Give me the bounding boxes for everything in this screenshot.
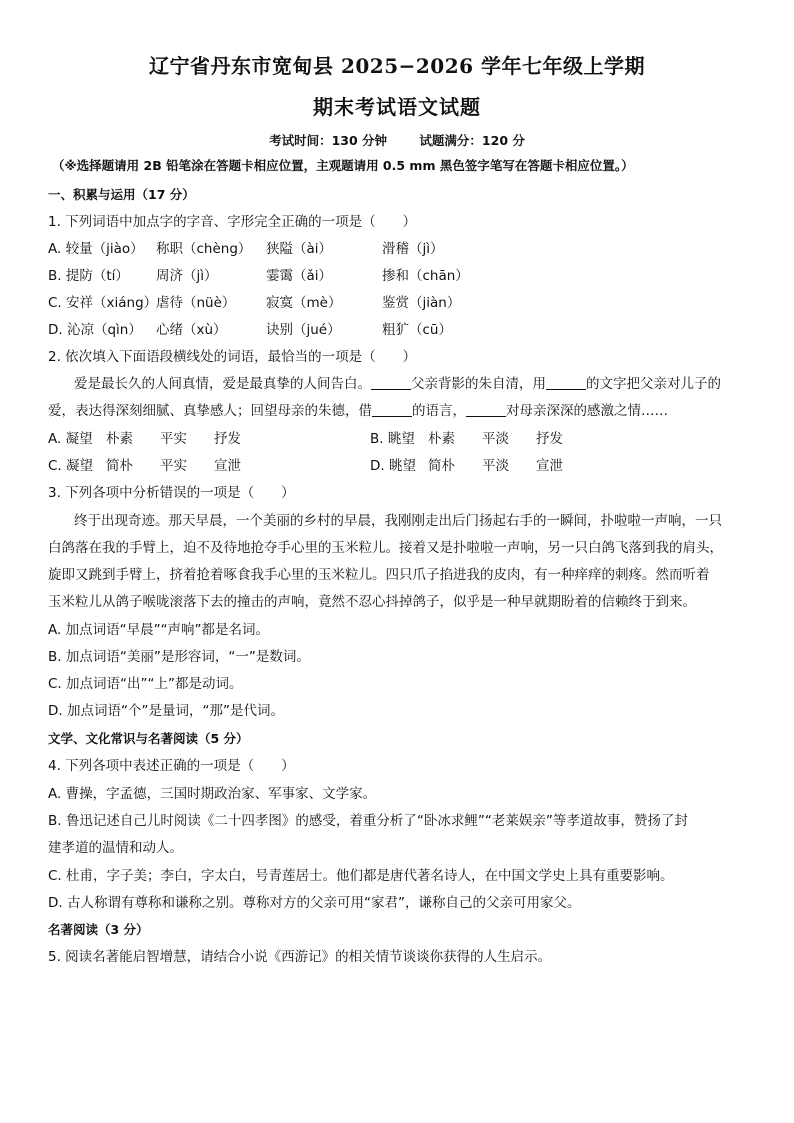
question-2-options-row-1: [48, 429, 758, 449]
question-2-option-d: [370, 456, 692, 476]
question-3-option-a: A. 加点词语“早晨”“声响”都是名词。: [48, 622, 270, 638]
question-2-stem: 2. 依次填入下面语段横线处的词语，最恰当的一项是（ ）: [48, 349, 417, 365]
question-1-option-d: [48, 320, 758, 340]
exam-score: 试题满分：120 分: [419, 133, 525, 148]
option-word: D. 眺望: [370, 458, 416, 474]
option-word: C. 凝望: [48, 458, 94, 474]
option-word: 简朴: [106, 458, 133, 474]
option-text: 掺和（chān）: [382, 268, 469, 284]
section-heading-1: 一、积累与运用（17 分）: [48, 187, 195, 202]
option-word: 简朴: [428, 458, 455, 474]
question-2-options-row-2: [48, 456, 758, 476]
option-word: 宣泄: [536, 458, 563, 474]
option-word: 抒发: [214, 431, 241, 447]
exam-instructions: （※选择题请用 2B 铅笔涂在答题卡相应位置，主观题请用 0.5 mm 黑色签字笔写在答题卡相应位置。）: [52, 158, 634, 173]
option-text: 周济（jì）: [156, 268, 218, 284]
question-3-passage-line: 玉米粒儿从鸽子喉咙滚落下去的撞击的声响，竟然不忍心抖掉鸽子，似乎是一种早就期盼着的信赖终于到来。: [48, 594, 696, 610]
option-word: 平实: [160, 431, 187, 447]
question-4-option-b: B. 鲁迅记述自己儿时阅读《二十四孝图》的感受，着重分析了“卧冰求鲤”“老莱娱亲”等孝道故事，赞扬了封: [48, 813, 688, 829]
exam-subtitle: 期末考试语文试题: [313, 95, 481, 119]
option-text: 心绪（xù）: [156, 322, 227, 338]
exam-title: 辽宁省丹东市宽甸县 2025−2026 学年七年级上学期: [148, 54, 645, 78]
option-text: 称职（chèng）: [156, 241, 252, 257]
exam-meta: [0, 131, 794, 149]
question-3-passage-line: 终于出现奇迹。那天早晨，一个美丽的乡村的早晨，我刚刚走出后门扬起右手的一瞬间，扑啦啦一声响，一只: [74, 513, 722, 529]
exam-time: 考试时间：130 分钟: [269, 133, 388, 148]
option-text: 寂寞（mè）: [266, 295, 342, 311]
fill-blank: [372, 402, 412, 417]
passage-text: 对母亲深深的感激之情……: [506, 403, 668, 419]
section-heading-3: 名著阅读（3 分）: [48, 922, 149, 937]
question-4-stem: 4. 下列各项中表述正确的一项是（ ）: [48, 758, 295, 774]
question-3-passage-line: 白鸽落在我的手臂上，迫不及待地抢夺手心里的玉米粒儿。接着又是扑啦啦一声响，另一只白鸽飞落到我的肩头，: [48, 540, 723, 556]
option-word: A. 凝望: [48, 431, 93, 447]
question-1-option-c: [48, 293, 758, 313]
question-2-passage-line-2: [48, 401, 758, 421]
passage-text: 父亲背影的朱自清，用: [411, 376, 546, 392]
passage-text: 爱，表达得深刻细腻、真挚感人；回望母亲的朱德，借: [48, 403, 372, 419]
passage-text: 爱是最长久的人间真情，爱是最真挚的人间告白。: [74, 376, 371, 392]
question-4-option-b-continued: 建孝道的温情和动人。: [48, 840, 183, 856]
option-text: 鉴赏（jiàn）: [382, 295, 461, 311]
question-3-option-c: C. 加点词语“出”“上”都是动词。: [48, 676, 243, 692]
option-word: 朴素: [428, 431, 455, 447]
option-word: 宣泄: [214, 458, 241, 474]
option-text: C. 安祥（xiáng）: [48, 295, 158, 311]
question-1-option-a: [48, 239, 758, 259]
option-text: A. 较量（jiào）: [48, 241, 144, 257]
question-2-option-c: [48, 456, 370, 476]
fill-blank: [371, 375, 411, 390]
option-word: 平淡: [482, 458, 509, 474]
option-word: 平淡: [482, 431, 509, 447]
question-2-option-a: [48, 429, 370, 449]
option-text: 诀别（jué）: [266, 322, 341, 338]
option-word: 抒发: [536, 431, 563, 447]
fill-blank: [546, 375, 586, 390]
question-1-option-b: [48, 266, 758, 286]
option-word: 平实: [160, 458, 187, 474]
option-text: 狭隘（ài）: [266, 241, 333, 257]
question-4-option-a: A. 曹操，字孟德，三国时期政治家、军事家、文学家。: [48, 786, 377, 802]
section-heading-2: 文学、文化常识与名著阅读（5 分）: [48, 731, 249, 746]
option-text: 粗犷（cū）: [382, 322, 452, 338]
question-2-passage-line-1: [48, 374, 784, 394]
option-text: 滑稽（jì）: [382, 241, 444, 257]
question-3-option-b: B. 加点词语“美丽”是形容词，“一”是数词。: [48, 649, 310, 665]
question-3-stem: 3. 下列各项中分析错误的一项是（ ）: [48, 485, 295, 501]
question-4-option-d: D. 古人称谓有尊称和谦称之别。尊称对方的父亲可用“家君”，谦称自己的父亲可用家父。: [48, 895, 581, 911]
option-text: D. 沁凉（qìn）: [48, 322, 142, 338]
passage-text: 的语言，: [412, 403, 466, 419]
option-word: 朴素: [106, 431, 133, 447]
question-2-option-b: [370, 429, 692, 449]
option-word: B. 眺望: [370, 431, 415, 447]
question-4-option-c: C. 杜甫，字子美；李白，字太白，号青莲居士。他们都是唐代著名诗人，在中国文学史上具有重要影响。: [48, 868, 674, 884]
option-text: 霎霭（ǎi）: [266, 268, 333, 284]
question-5-stem: 5. 阅读名著能启智增慧，请结合小说《西游记》的相关情节谈谈你获得的人生启示。: [48, 949, 552, 965]
question-3-option-d: D. 加点词语“个”是量词，“那”是代词。: [48, 703, 284, 719]
fill-blank: [466, 402, 506, 417]
question-3-passage-line: 旋即又跳到手臂上，挤着抢着啄食我手心里的玉米粒儿。四只爪子掐进我的皮肉，有一种痒痒的刺疼。然而听着: [48, 567, 710, 583]
passage-text: 的文字把父亲对儿子的: [586, 376, 721, 392]
option-text: 虐待（nüè）: [156, 295, 236, 311]
option-text: B. 提防（tí）: [48, 268, 129, 284]
question-1-stem: 1. 下列词语中加点字的字音、字形完全正确的一项是（ ）: [48, 214, 417, 230]
